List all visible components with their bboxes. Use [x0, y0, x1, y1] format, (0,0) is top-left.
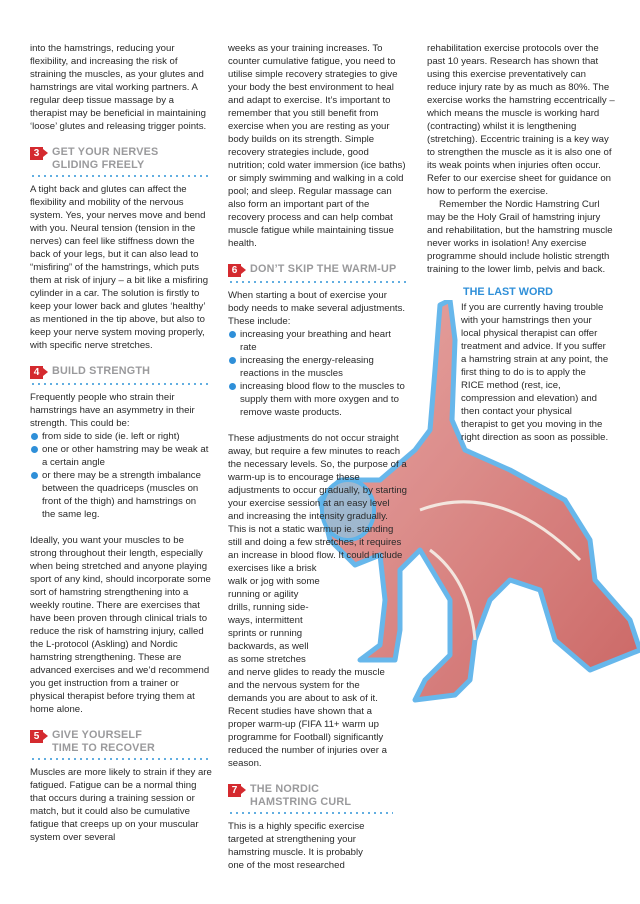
heading-line: THE NORDIC — [250, 783, 320, 795]
last-word-body: If you are currently having trouble with your hamstrings then your local physical therapist can offer treatment and advice. If you suffer a hamstring strain at any point, the first thing to do is to apply the RICE method (rest, ice, compression and elevation) and then contact your physical therapist to get you moving in the right direction as soon as possible. — [461, 302, 609, 443]
nordic-paragraph-1: rehabilitation exercise protocols over the past 10 years. Research has shown that using this exercise preventatively can reduce injury rate by as much as 80%. The exercise works the hamstring eccentrically – which means the muscle is working hard (contracting) whilst it is lengthening (stretching). Eccentric training is a key way to strengthen the muscle as it is also one of its weak points when injuries often occur. Refer to our exercise sheet for guidance on how to perform the exercise. — [427, 43, 615, 197]
continued-paragraph: weeks as your training increases. To counter cumulative fatigue, you need to utilise simple recovery strategies to give your body the best environment to heal and adapt to exercise. It’s important to remember that you still benefit from exercise when you are resting as your body builds on its strength. Simple recovery strategies include, good nutrition; cold water immersion (ice baths) or simply swimming and walking in a cold pool; and sleep. Regular massage can also form an important part of the recovery process and can help combat muscle fatigue while maintaining tissue health. — [228, 43, 406, 249]
section-4-heading — [30, 365, 212, 379]
dotted-divider — [30, 175, 212, 177]
column-2 — [228, 42, 408, 872]
heading-line: GET YOUR NERVES — [52, 146, 159, 158]
section-number-badge: 7 — [228, 784, 241, 797]
section-4-intro: Frequently people who strain their hamstrings have an asymmetry in their strength. This could be: — [30, 392, 195, 429]
section-5-body: Muscles are more likely to strain if they are fatigued. Fatigue can be a normal thing that occurs during a training session or match, but it could also be cumulative fatigue that creeps up on your muscular system over several — [30, 767, 212, 843]
heading-line: TIME TO RECOVER — [52, 741, 155, 754]
section-number-badge: 6 — [228, 264, 241, 277]
dotted-divider — [228, 812, 393, 814]
section-5-heading — [30, 729, 212, 754]
section-6-heading — [228, 263, 408, 277]
section-3-body: A tight back and glutes can affect the flexibility and mobility of the nervous system. Yes, your nerves move and bend with you. Neural tension (tension in the nerves) can feel like stiffness down the back of your legs, but it can also lead to “misfiring” of the hamstrings, which puts them at risk of injury – a bit like a misfiring cylinder in a car. The solution is firstly to keep your lower back and glutes ‘healthy’ as mentioned in the tip above, but also to keep your nerve system moving properly, with specific nerve stretches. — [30, 184, 209, 351]
heading-line: DON’T SKIP THE WARM-UP — [250, 263, 397, 275]
section-7-heading — [228, 783, 408, 808]
dotted-divider — [30, 758, 212, 760]
heading-line: GLIDING FREELY — [52, 158, 145, 171]
section-number-badge: 3 — [30, 147, 43, 160]
section-6-intro: When starting a bout of exercise your body needs to make several adjustments. These include: — [228, 290, 406, 327]
intro-paragraph: into the hamstrings, reducing your flexibility, and increasing the risk of straining the muscles, as your glutes and hamstrings are vital working partners. A regular deep tissue massage by a therapist may be beneficial in maintaining ‘loose’ glutes and releasing trigger points. — [30, 43, 207, 132]
list-item: increasing blood flow to the muscles to supply them with more oxygen and to remove waste products. — [228, 380, 408, 419]
section-7-body: This is a highly specific exercise targeted at strengthening your hamstring muscle. It is probably one of the most researched — [228, 821, 365, 871]
bullet-list — [228, 328, 408, 419]
list-item: one or other hamstring may be weak at a certain angle — [30, 443, 212, 469]
last-word-heading: THE LAST WORD — [463, 286, 553, 298]
list-item: increasing the energy-releasing reactions in the muscles — [228, 354, 408, 380]
section-4-body: Ideally, you want your muscles to be strong throughout their length, especially when being stretched and anyone playing sport of any kind, should incorporate some sort of hamstring strengthening into a weekly routine. There are exercises that have been proven through clinical trials to reduce the risk of hamstring injury, called the L-protocol (Askling) and Nordic hamstring strengthening. These are advanced exercises and we’d recommend you get instruction from a trainer or physical therapist before trying them at home alone. — [30, 535, 211, 715]
nordic-paragraph-2: Remember the Nordic Hamstring Curl may be the Holy Grail of hamstring injury and rehabilitation, but the hamstring muscle never works in isolation! Any exercise programme should include holistic strength training to the lower limb, pelvis and back. — [427, 199, 613, 275]
section-3-heading — [30, 146, 212, 171]
column-1 — [30, 42, 212, 844]
section-number-badge: 4 — [30, 366, 43, 379]
section-6-body: These adjustments do not occur straight away, but require a few minutes to reach the necessary levels. So, the purpose of a warm-up is to encourage these adjustments to occur gradually, by starting your exercise session at an easy level and increasing the intensity gradually. This is not a static warmup ie. standing still and doing a few stretches, it requires an increase in blood flow. It could include exercises like a brisk — [228, 433, 407, 574]
heading-line: GIVE YOURSELF — [52, 729, 142, 741]
heading-line: BUILD STRENGTH — [52, 365, 151, 377]
list-item: or there may be a strength imbalance between the quadriceps (muscles on front of the thigh) and hamstrings on the same leg. — [30, 469, 212, 521]
dotted-divider — [30, 383, 212, 385]
column-3 — [427, 42, 615, 444]
dotted-divider — [228, 281, 408, 283]
section-6-body-narrow: walk or jog with some running or agility drills, running side-ways, intermittent sprints or running backwards, as well as some stretches — [228, 576, 320, 665]
bullet-list — [30, 430, 212, 521]
list-item: from side to side (ie. left or right) — [30, 430, 212, 443]
list-item: increasing your breathing and heart rate — [228, 328, 408, 354]
section-6-body-end: and nerve glides to ready the muscle and the nervous system for the demands you are about to ask of it. Recent studies have shown that a proper warm-up (FIFA 11+ warm up programme for Football) significantly reduced the number of injuries over a season. — [228, 667, 387, 769]
heading-line: HAMSTRING CURL — [250, 795, 352, 808]
section-number-badge: 5 — [30, 730, 43, 743]
